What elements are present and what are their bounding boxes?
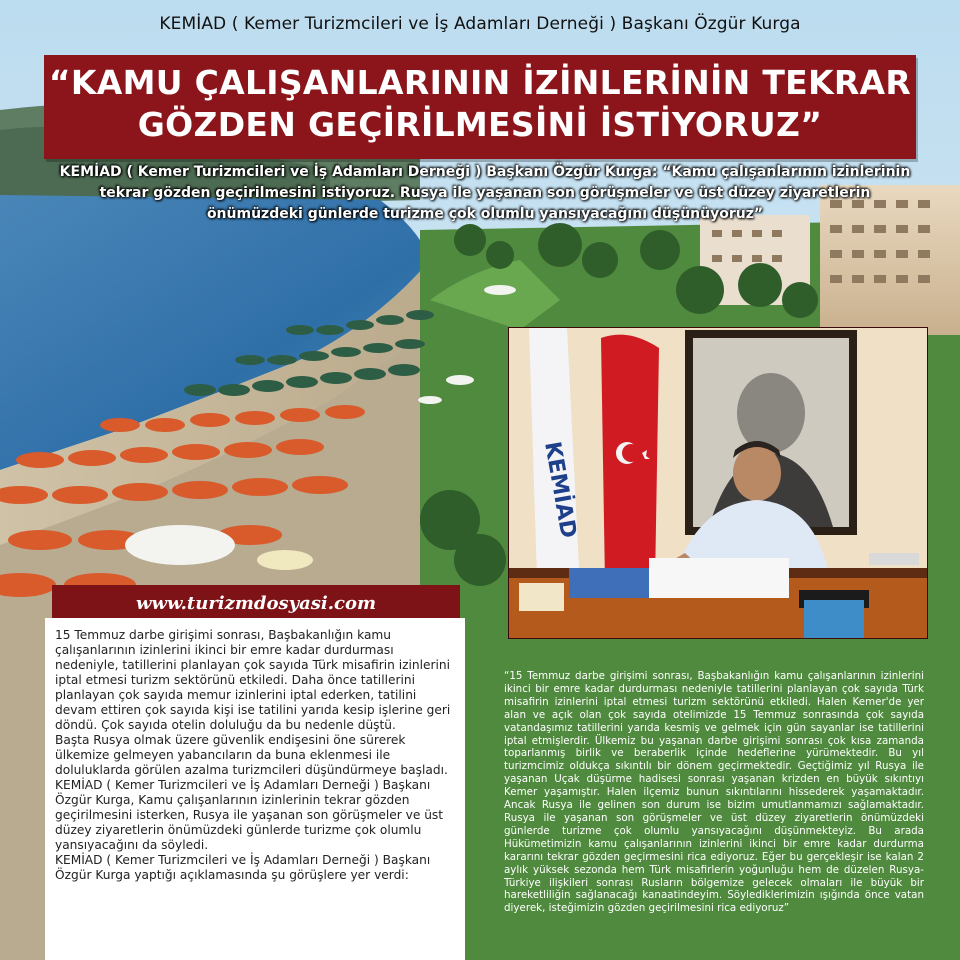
- left-paragraph-1: 15 Temmuz darbe girişimi sonrası, Başbakanlığın kamu çalışanlarının izinlerini ikinci bir emre kadar durdurması nedeniyle, tatillerini planlayan çok sayıda Türk misafirin izinlerini iptal etmesi turizm sektörünü etkiledi. Daha önce tatillerini planlayan çok sayıda memur izinlerini iptal ederken, tatilini devam ettiren çok sayıda kişi ise tatilini yarıda kesip işlerine geri döndü. Çok sayıda otelin doluluğu da bu nedenle düştü.: [55, 628, 451, 732]
- website-url[interactable]: www.turizmdosyasi.com: [135, 593, 377, 614]
- chairman-office-photo: [508, 327, 928, 639]
- left-paragraph-2: Başta Rusya olmak üzere güvenlik endişesini öne sürerek ülkemize gelmeyen yabancıların da buna eklenmesi ile doluluklarda görülen azalma turizmcileri düşündürmeye başladı.: [55, 733, 448, 777]
- headline-line-1: “KAMU ÇALIŞANLARININ İZİNLERİNİN TEKRAR: [48, 63, 912, 102]
- quote-column-text: “15 Temmuz darbe girişimi sonrası, Başbakanlığın kamu çalışanlarının izinlerini ikinci bir emre kadar durdurması nedeniyle tatillerini planlayan çok sayıda Türk misafirin izinlerini iptal etmesi turizm sektörünü etkiledi. Halen Kemer'de yer alan ve açık olan çok sayıda otelimizde 15 Temmuz sonrasında çok sayıda vatandaşımız tatillerini yarıda kesmiş ve gelmek için gün sayanlar ise tatillerini iptal etmişlerdir. Ülkemiz bu yaşanan darbe girişimi sonrası çok kısa zamanda toparlanmış birlik ve beraberlik içinde hedeflerine yürümektedir. Bu yıl turizmcimiz oldukça sıkıntılı bir dönem geçirmektedir. Geçtiğimiz yıl Rusya ile yaşanan Uçak düşürme hadisesi sonrası yaşanan krizden en büyük sıkıntıyı Kemer yaşamıştır. Halen ilçemiz bunun sıkıntılarını hissederek yaşamaktadır. Ancak Rusya ile gelinen son durum ise bizim umutlanmamızı sağlamaktadır. Rusya ile yaşanan son görüşmeler ve üst düzey ziyaretlerin önümüzdeki günlerde turizme çok olumlu yansıyacağını düşünmekteyiz. Bu arada Hükümetimizin kamu çalışanlarının izinlerini ikinci bir emre kadar durdurma kararını tekrar gözden geçirmesini rica ediyoruz. Eğer bu gerçekleşir ise kalan 2 aylık yüksek sezonda hem Türk misafirlerin yoğunluğu hem de düzelen Rusya-Türkiye ilişkileri sonrası Rusların bölgemize gelecek olmaları ile büyük bir hareketliliğin sağlanacağı kanaatindeyim. Söylediklerimizin ışığında önce vatan diyerek, isteğimizin gözden geçirilmesini rica ediyoruz”: [504, 670, 924, 915]
- article-kicker: KEMİAD ( Kemer Turizmcileri ve İş Adamları Derneği ) Başkanı Özgür Kurga: [159, 14, 801, 34]
- left-column-text: [55, 628, 460, 883]
- left-paragraph-3: KEMİAD ( Kemer Turizmcileri ve İş Adamları Derneği ) Başkanı Özgür Kurga, Kamu çalışanlarının izinlerinin tekrar gözden geçirilmesini isterken, Rusya ile yaşanan son görüşmeler ve üst düzey ziyaretlerin önümüzdeki günlerde turizme çok olumlu yansıyacağını da söyledi.: [55, 778, 444, 852]
- left-paragraph-4: KEMİAD ( Kemer Turizmcileri ve İş Adamları Derneği ) Başkanı Özgür Kurga yaptığı açıklamasında şu görüşlere yer verdi:: [55, 853, 431, 882]
- headline-line-2: GÖZDEN GEÇİRİLMESİNİ İSTİYORUZ”: [137, 105, 823, 144]
- flag-logo-text: KEMİAD: [539, 439, 581, 541]
- headline: [44, 62, 916, 146]
- lead-paragraph: KEMİAD ( Kemer Turizmcileri ve İş Adamları Derneği ) Başkanı Özgür Kurga: “Kamu çalışanlarının izinlerinin tekrar gözden geçirilmesini istiyoruz. Rusya ile yaşanan son görüşmeler ve üst düzey ziyaretlerin önümüzdeki günlerde turizme çok olumlu yansıyacağını düşünüyoruz”: [59, 164, 911, 222]
